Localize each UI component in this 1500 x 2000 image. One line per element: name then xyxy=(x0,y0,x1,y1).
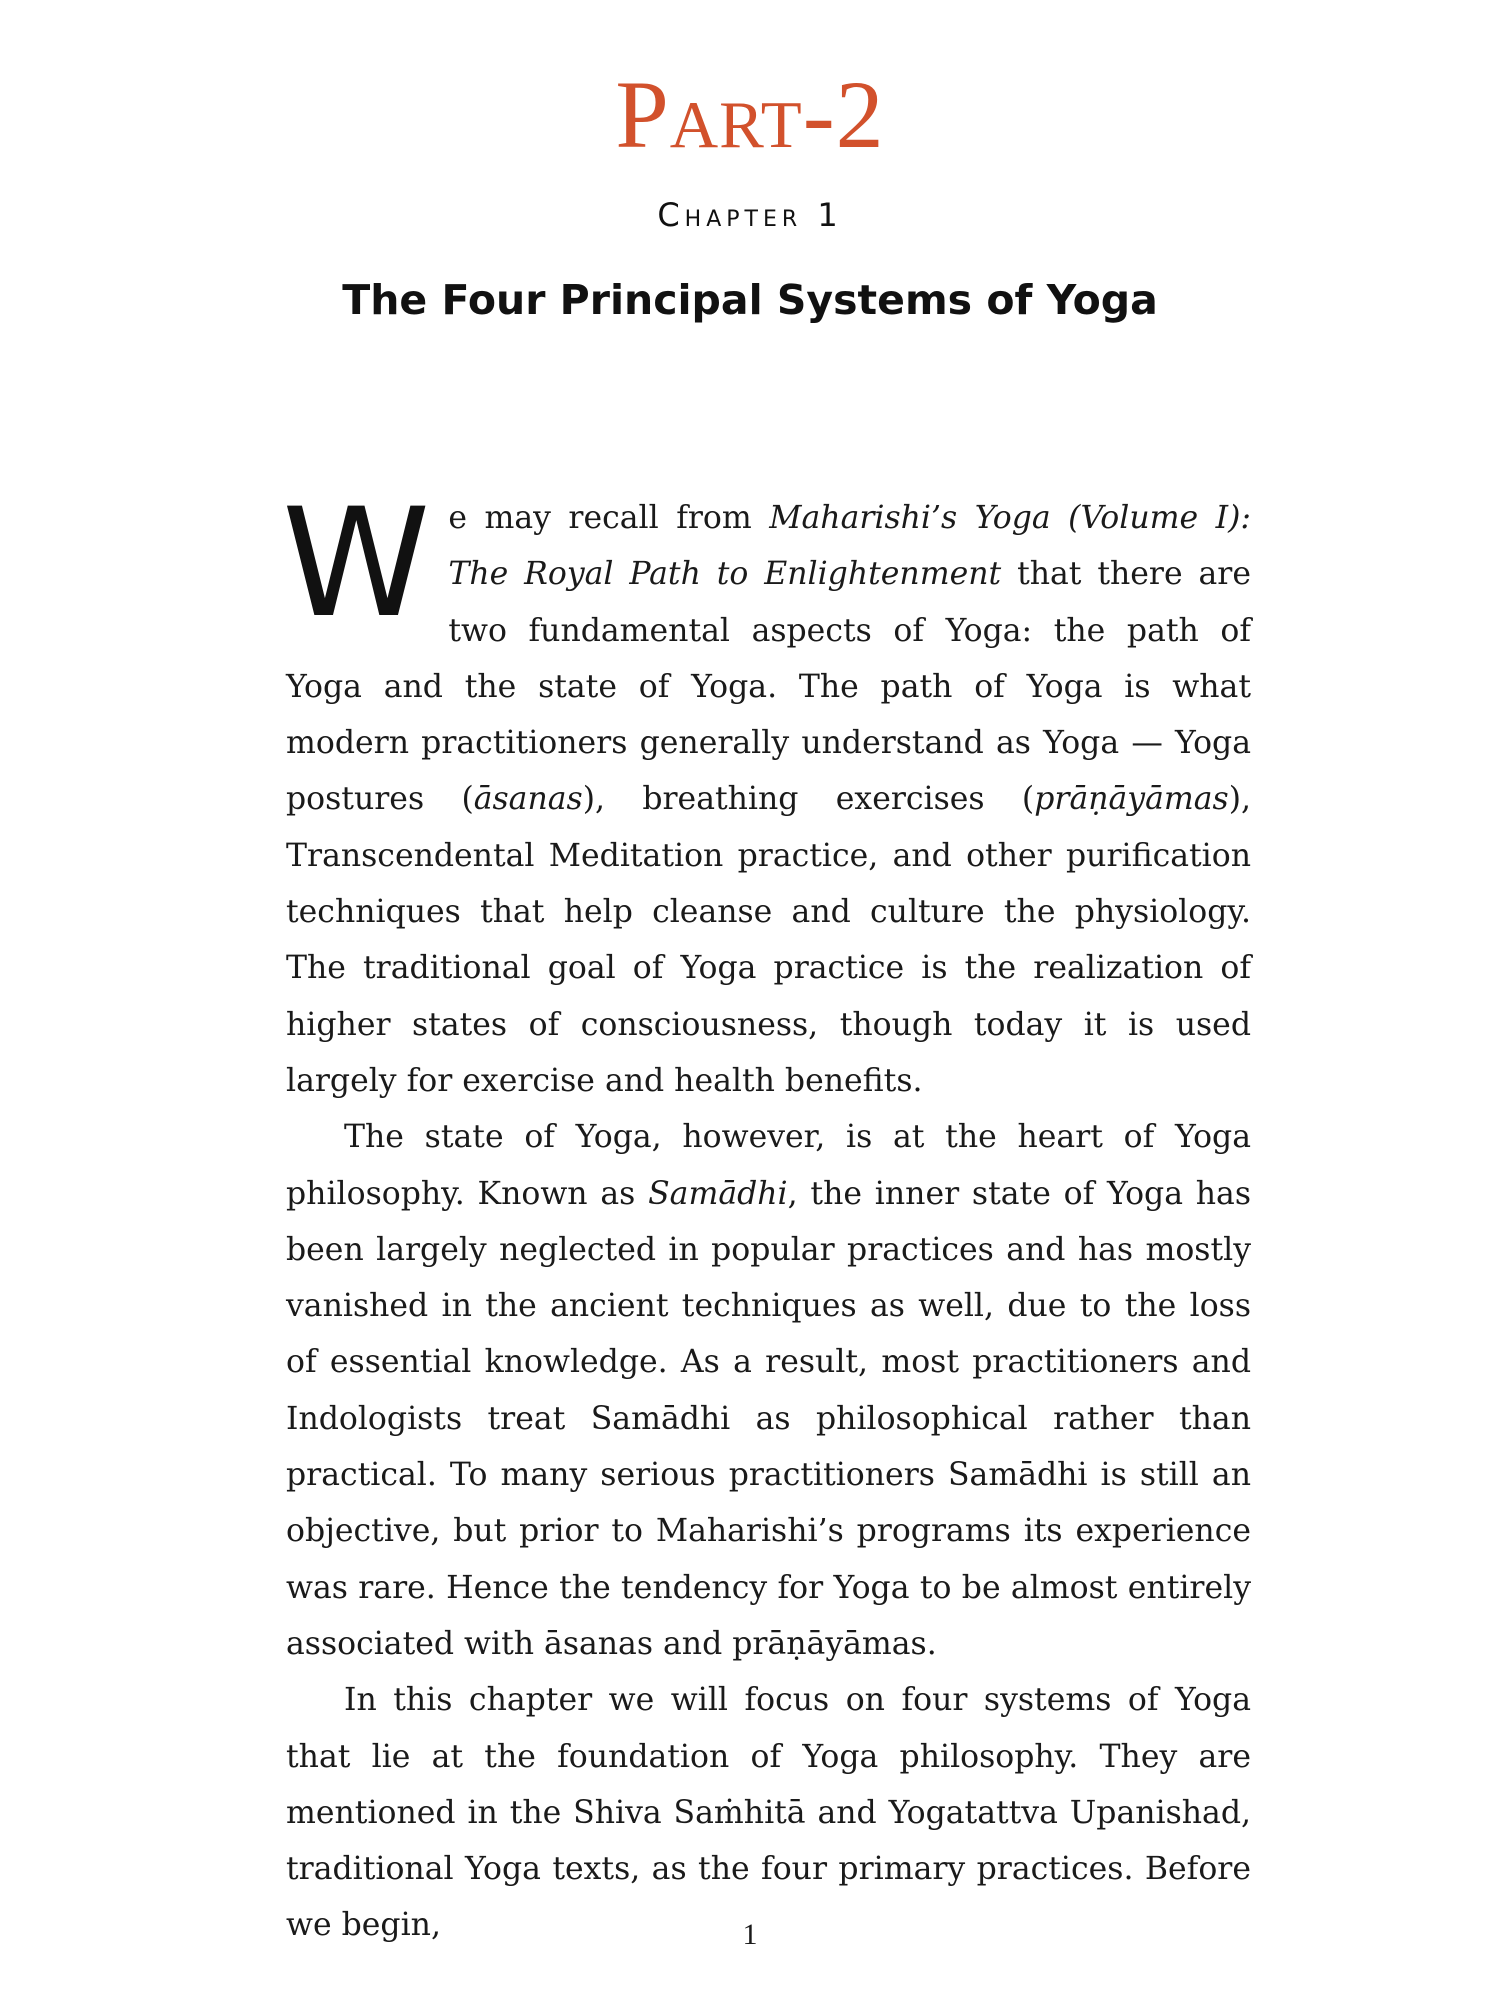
p2-text-b: , the inner state of Yoga has been largely neglected in popular practices and has mostly vanished in the ancient techniques as well, due to the loss of essential knowledge. As a result, most practitioners and Indologists treat Samādhi as philosophical rather than practical. To many serious practitioners Samādhi is still an objective, but prior to Maharishi’s programs its experience was rare. Hence the tendency for Yoga to be almost entirely associated with āsanas and prāṇāyāmas. xyxy=(286,1175,1251,1662)
body-text xyxy=(282,477,1251,1954)
page-number: 1 xyxy=(742,1918,758,1951)
book-title-reference: Maharishi’s Yoga (Volume I): The Royal Path to Enlightenment xyxy=(448,500,1251,593)
paragraph-2 xyxy=(286,1109,1251,1672)
chapter-label: Chapter 1 xyxy=(657,196,843,234)
p1-text-c: ), breathing exercises ( xyxy=(582,781,1035,818)
term-pranayamas: prāṇāyāmas xyxy=(1034,781,1229,818)
term-asanas: āsanas xyxy=(473,781,583,818)
paragraph-3: In this chapter we will focus on four systems of Yoga that lie at the foundation of Yoga philosophy. They are mentioned in the Shiva Saṁhitā and Yogatattva Upanishad, traditional Yoga texts, as the four primary practices. Before we begin, xyxy=(286,1682,1251,1944)
part-heading: Part-2 xyxy=(615,61,885,168)
p2-text-a: The state of Yoga, however, is at the heart of Yoga philosophy. Known as xyxy=(286,1119,1251,1212)
chapter-title: The Four Principal Systems of Yoga xyxy=(342,276,1158,324)
p1-text-b: that there are two fundamental aspects of Yoga: the path of Yoga and the state of Yoga. The path of Yoga is what modern practitioners generally understand as Yoga — Yoga postures ( xyxy=(286,556,1251,818)
drop-cap: W xyxy=(282,477,431,651)
term-samadhi: Samādhi xyxy=(648,1175,788,1212)
p1-text-d: ), Transcendental Meditation practice, and other purification techniques that help cleanse and culture the physiology. The traditional goal of Yoga practice is the realization of higher states of consciousness, though today it is used largely for exercise and health benefits. xyxy=(286,781,1251,1099)
paragraph-1 xyxy=(282,477,1251,1109)
p1-text-a: e may recall from xyxy=(448,500,770,536)
